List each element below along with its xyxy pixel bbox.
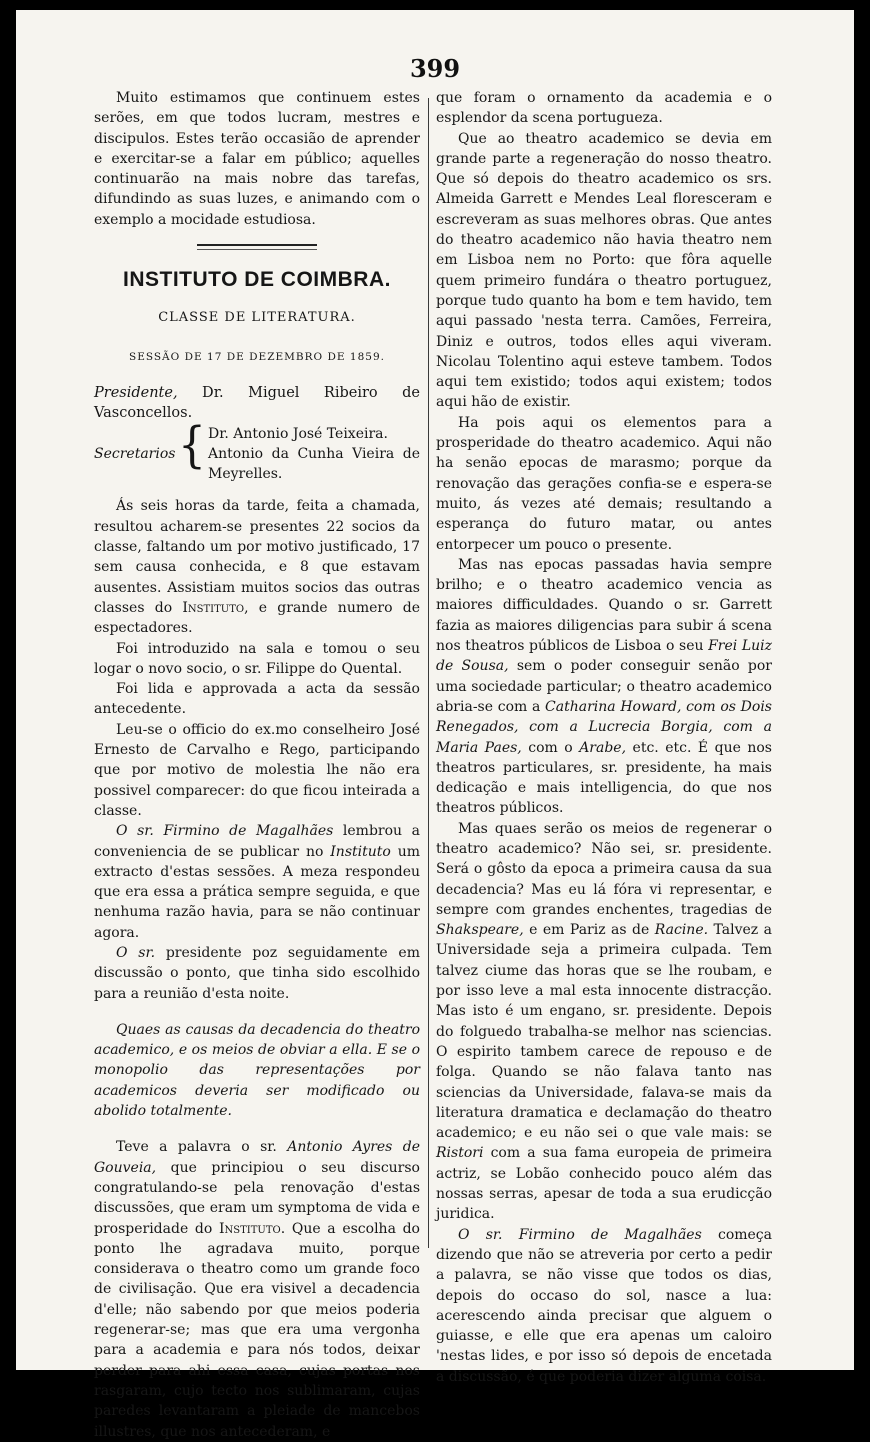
classe-heading: CLASSE DE LITERATURA. bbox=[158, 310, 356, 326]
secretaries-label: Secretarios bbox=[94, 445, 176, 462]
brace-icon: { bbox=[178, 416, 206, 474]
paragraph-magalhaes: O sr. Firmino de Magalhães lembrou a conveniencia de se publicar no Instituto um extracto d'estas sessões. A meza respondeu que era essa a prática sempre seguida, e que nenhuma razão havia, para se não continuar agora. bbox=[94, 823, 420, 941]
column-rule bbox=[428, 98, 429, 1248]
paragraph-magalhaes-speech: O sr. Firmino de Magalhães começa dizendo que não se atreveria por certo a pedir a palavra, se não visse que todos os dias, depois do occaso do sol, nasce a lua: acerescendo ainda precisar que alguem o guiasse, e elle que era apenas um caloiro 'nestas lides, e por isso só depois de encetada a discussão, é que poderia dizer alguma coisa. bbox=[436, 1226, 772, 1385]
intro-paragraph: Muito estimamos que continuem estes serões, em que todos lucram, mestres e discipulos. Estes terão occasião de aprender e exercitar-se a falar em público; aquelles continuarão na mais nobre das tarefas, difundindo as suas luzes, e animando com o exemplo a mocidade estudiosa. bbox=[94, 90, 420, 228]
session-heading: SESSÃO DE 17 DE DEZEMBRO DE 1859. bbox=[129, 350, 385, 363]
discussion-theme: Quaes as causas da decadencia do theatro academico, e os meios de obviar a ella. E se o monopolio das representações por academicos deveria ser modificado ou abolido totalmente. bbox=[94, 1021, 420, 1120]
paragraph-official-letter: Leu-se o officio do ex.mo conselheiro José Ernesto de Carvalho e Rego, participando que por motivo de molestia lhe não era possivel comparecer: do que ficou inteirada a classe. bbox=[94, 721, 420, 819]
left-column bbox=[94, 88, 420, 1442]
president-label: Presidente, bbox=[94, 384, 178, 401]
paragraph-past-epochs: Mas nas epocas passadas havia sempre brilho; e o theatro academico vencia as maiores difficuldades. Quando o sr. Garrett fazia as maiores diligencias para subir á scena nos theatros públicos de Lisboa o seu Frei Luiz de Sousa, sem o poder conseguir senão por uma sociedade particular; o theatro academico abria-se com a Catharina Howard, com os Dois Renegados, com a Lucrecia Borgia, com a Maria Paes, com o Arabe, etc. etc. É que nos theatros particulares, sr. presidente, ha mais dedicação e mais intelligencia, do que nos theatros públicos. bbox=[436, 556, 772, 817]
secretaries-names bbox=[208, 424, 420, 485]
institute-heading: INSTITUTO DE COIMBRA. bbox=[123, 268, 391, 292]
paragraph-means: Mas quaes serão os meios de regenerar o theatro academico? Não sei, sr. presidente. Será o gôsto da epoca a primeira causa da sua decadencia? Mas eu lá fóra vi representar, e sempre com grandes enchentes, tragedias de Shakspeare, e em Pariz as de Racine. Talvez a Universidade seja a primeira culpada. Tem talvez ciume das horas que se lhe roubam, e por isso leve a mal esta innocente distracção. Mas isto é um engano, sr. presidente. Depois do folguedo trabalha-se melhor nas sciencias. O espirito tambem carece de repouso e de folga. Quando se não falava tanto nas sciencias da Universidade, falava-se mais da literatura dramatica e declamação do theatro academico; e eu não sei o que vale mais: se Ristori com a sua fama europeia de primeira actriz, se Lobão conhecido pouco além das nossas serras, apesar de toda a sua erudicção juridica. bbox=[436, 820, 772, 1223]
president-name: Dr. Miguel Ribeiro de Vasconcellos. bbox=[94, 384, 420, 422]
paragraph-regeneration: Que ao theatro academico se devia em grande parte a regeneração do nosso theatro. Que só depois do theatro academico os srs. Almeida Garrett e Mendes Leal floresceram e escreveram as suas melhores obras. Que antes do theatro academico não havia theatro nem em Lisboa nem no Porto: que fôra aquelle quem primeiro fundára o theatro portuguez, porque tudo quanto ha bom e tem havido, tem aqui passado 'nesta terra. Camões, Ferreira, Diniz e outros, todos elles aqui viveram. Nicolau Tolentino aqui esteve tambem. Todos aqui tem existido; todos aqui existem; todos aqui hão de existir. bbox=[436, 130, 772, 411]
paragraph-continuation: que foram o ornamento da academia e o esplendor da scena portugueza. bbox=[436, 90, 772, 127]
secretary-1: Dr. Antonio José Teixeira. bbox=[208, 425, 388, 442]
secretaries-block bbox=[94, 416, 420, 485]
right-column bbox=[436, 88, 772, 1387]
paragraph-gouveia: Teve a palavra o sr. Antonio Ayres de Gouveia, que principiou o seu discurso congratulando-se pela renovação d'estas discussões, que eram um symptoma de vida e prosperidade do Instituto. Que a escolha do ponto lhe agradava muito, porque considerava o theatro como um grande foco de civilisação. Que era visivel a decadencia d'elle; não sabendo por que meios poderia regenerar-se; mas que era uma vergonha para a academia e para nós todos, deixar perder para ahi essa casa, cujas portas nos rasgaram, cujo tecto nos sublimaram, cujas paredes levantaram a pleiade de mancebos illustres, que nos antecederam, e bbox=[94, 1139, 420, 1440]
paragraph-minutes: Foi lida e approvada a acta da sessão antecedente. bbox=[94, 681, 420, 718]
paragraph-new-member: Foi introduzido na sala e tomou o seu logar o novo socio, o sr. Filippe do Quental. bbox=[94, 640, 420, 677]
president-line bbox=[94, 383, 420, 424]
paragraph-prosperity: Ha pois aqui os elementos para a prosperidade do theatro academico. Aqui não ha senão epocas de marasmo; porque da renovação das gerações confia-se e espera-se muito, ás vezes até demais; resultando a esperança do futuro matar, ou antes entorpecer um pouco o presente. bbox=[436, 414, 772, 553]
paragraph-attendance: Ás seis horas da tarde, feita a chamada, resultou acharem-se presentes 22 socios da classe, faltando um por motivo justificado, 17 sem causa conhecida, e 8 que estavam ausentes. Assistiam muitos socios das outras classes do Instituto, e grande numero de espectadores. bbox=[94, 498, 420, 637]
paragraph-president: O sr. presidente poz seguidamente em discussão o ponto, que tinha sido escolhido para a reunião d'esta noite. bbox=[94, 944, 420, 1002]
newspaper-page bbox=[16, 10, 854, 1440]
page-number: 399 bbox=[409, 54, 461, 83]
secretary-2: Antonio da Cunha Vieira de Meyrelles. bbox=[208, 445, 420, 483]
section-separator bbox=[197, 244, 317, 250]
